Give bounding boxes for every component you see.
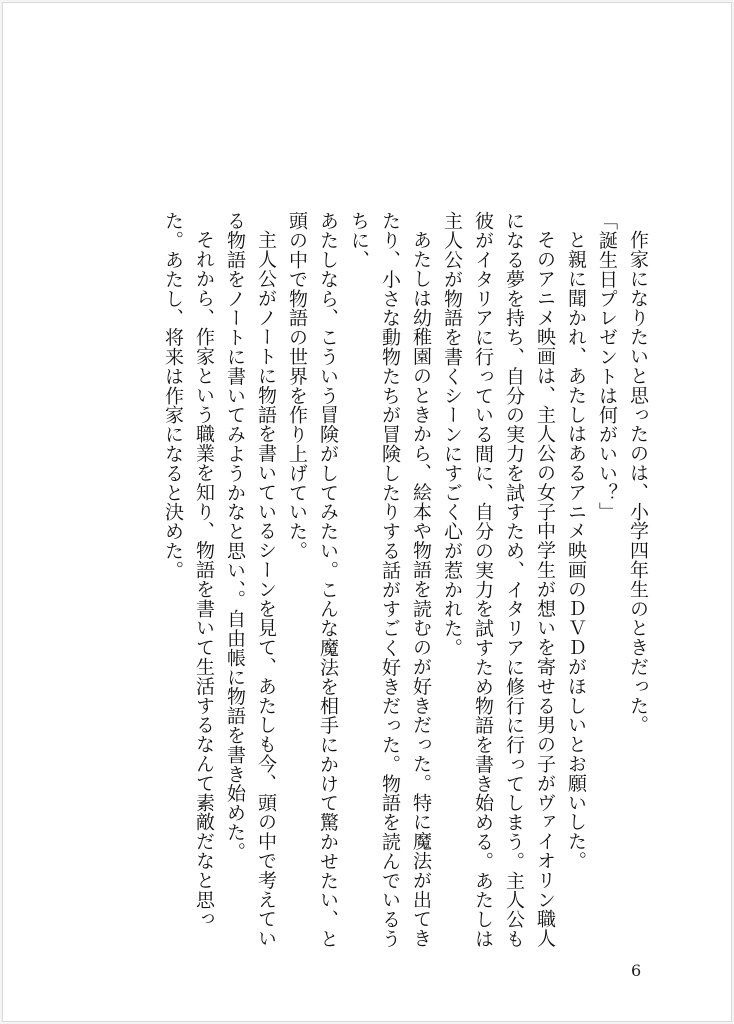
paragraph: 作家になりたいと思ったのは、小学四年生のときだった。 [627, 230, 649, 735]
vertical-text-body [153, 211, 653, 951]
paragraph: 「誕生日プレゼントは何がいい？」 [596, 211, 618, 522]
page-number: 6 [631, 961, 642, 980]
paragraph: そのアニメ映画は、主人公の女子中学生が想いを寄せる男の子がヴァイオリン職人になる夢を持ち、自分の実力を試すため、イタリアに修行に行ってしまう。主人公も彼がイタリアに行っている間に、自分の実力を試すため物語を書き始める。あたしは主人公が物語を書くシーンにすごく心が惹かれた。 [441, 211, 556, 949]
paragraph: あたしなら、こういう冒険がしてみたい。こんな魔法を相手にかけて驚かせたい、と頭の中で物語の世界を作り上げていた。 [286, 211, 339, 949]
book-page [2, 2, 732, 1022]
paragraph: 主人公がノートに物語を書いているシーンを見て、あたしも今、頭の中で考えている物語をノートに書いてみようかなと思い、。自由帳に物語を書き始めた。 [224, 211, 277, 948]
paragraph: と親に聞かれ、あたしはあるアニメ映画のＤＶＤがほしいとお願いした。 [565, 230, 587, 871]
paragraph: あたしは幼稚園のときから、絵本や物語を読むのが好きだった。特に魔法が出てきたり、小さな動物たちが冒険したりする話がすごく好きだった。物語を読んでいるうちに、 [348, 211, 432, 949]
paragraph: それから、作家という職業を知り、物語を書いて生活するなんて素敵だなと思った。あたし、将来は作家になると決めた。 [162, 211, 215, 929]
